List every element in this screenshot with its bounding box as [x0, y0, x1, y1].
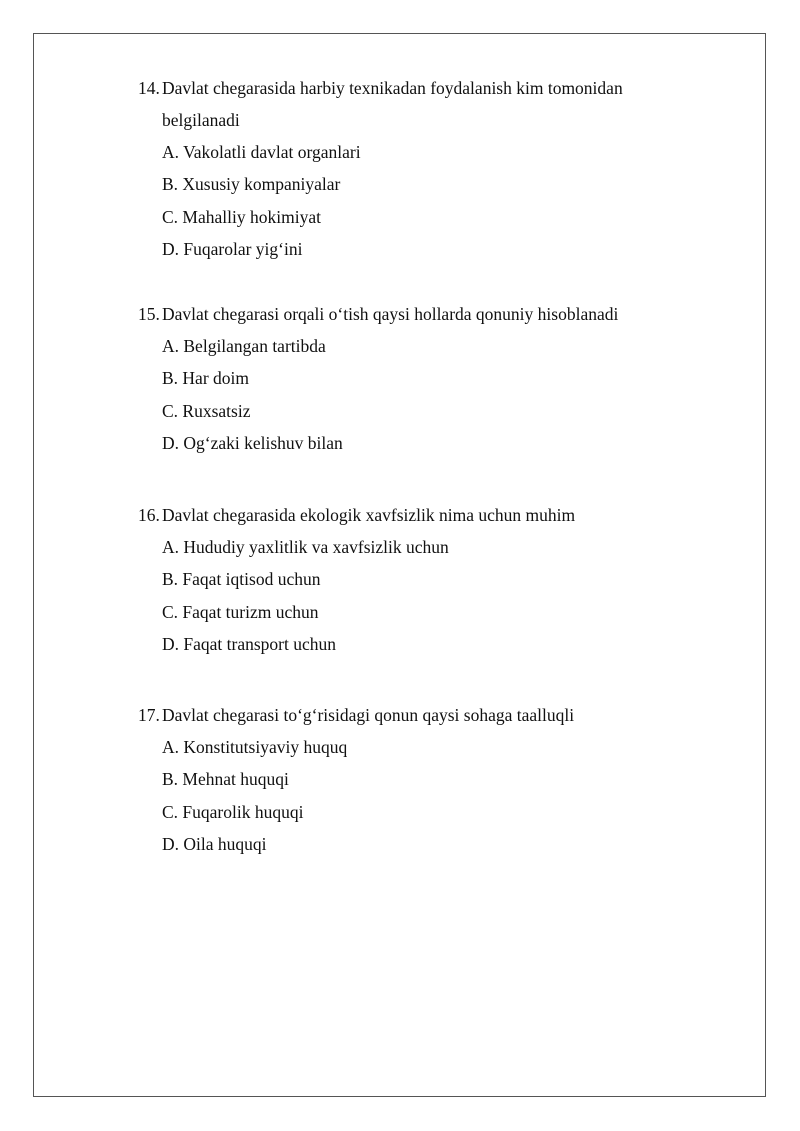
option-d: D. Oila huquqi	[162, 833, 267, 854]
question-text: Davlat chegarasi to‘g‘risidagi qonun qaysi sohaga taalluqli	[162, 705, 575, 725]
question-number: 15.	[138, 304, 160, 324]
option-c: C. Fuqarolik huquqi	[162, 801, 304, 822]
option-d: D. Faqat transport uchun	[162, 633, 336, 654]
option-c: C. Ruxsatsiz	[162, 400, 251, 421]
question-number: 16.	[138, 505, 160, 525]
question-17	[138, 699, 698, 860]
question-title	[138, 499, 698, 531]
question-16	[138, 499, 698, 660]
option-d: D. Og‘zaki kelishuv bilan	[162, 432, 343, 453]
option-a: A. Vakolatli davlat organlari	[162, 142, 361, 162]
question-title	[138, 298, 698, 330]
question-text: Davlat chegarasida ekologik xavfsizlik nima uchun muhim	[162, 505, 576, 525]
option-b: B. Faqat iqtisod uchun	[162, 569, 321, 590]
option-c: C. Mahalliy hokimiyat	[162, 206, 321, 227]
question-number: 17.	[138, 705, 160, 725]
question-title	[138, 699, 698, 731]
option-d: D. Fuqarolar yig‘ini	[162, 238, 303, 259]
option-list	[138, 136, 698, 265]
question-15	[138, 298, 698, 459]
option-b: B. Mehnat huquqi	[162, 769, 289, 790]
option-a: A. Konstitutsiyaviy huquq	[162, 737, 348, 757]
option-list	[138, 531, 698, 660]
question-14	[138, 72, 698, 265]
option-list	[138, 731, 698, 860]
option-a: A. Belgilangan tartibda	[162, 336, 326, 356]
option-c: C. Faqat turizm uchun	[162, 601, 319, 622]
option-b: B. Har doim	[162, 368, 250, 389]
question-title	[138, 72, 698, 136]
question-number: 14.	[138, 78, 160, 98]
question-text: Davlat chegarasi orqali o‘tish qaysi hollarda qonuniy hisoblanadi	[162, 304, 619, 324]
option-a: A. Hududiy yaxlitlik va xavfsizlik uchun	[162, 537, 449, 557]
option-list	[138, 330, 698, 459]
question-text: Davlat chegarasida harbiy texnikadan foydalanish kim tomonidan belgilanadi	[162, 78, 623, 130]
option-b: B. Xususiy kompaniyalar	[162, 174, 341, 195]
